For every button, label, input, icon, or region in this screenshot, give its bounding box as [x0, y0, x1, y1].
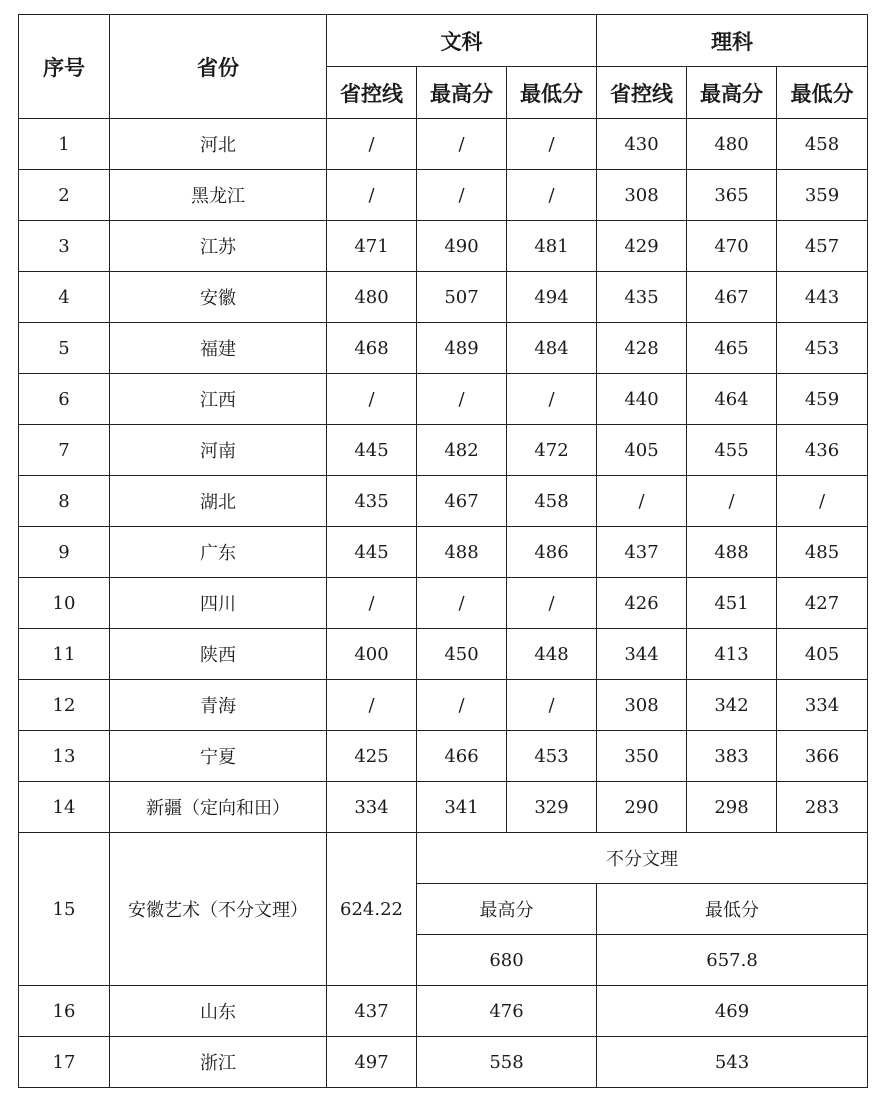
cell-control-line: 437	[327, 986, 417, 1037]
cell-science-min: 459	[777, 374, 868, 425]
admission-score-table	[18, 14, 868, 1088]
table-row	[19, 578, 868, 629]
header-arts: 文科	[327, 15, 597, 67]
table-row	[19, 425, 868, 476]
cell-science-min: 458	[777, 119, 868, 170]
cell-arts-min: /	[507, 680, 597, 731]
cell-arts-min: /	[507, 578, 597, 629]
cell-province: 江西	[110, 374, 327, 425]
cell-arts-max: 489	[417, 323, 507, 374]
cell-science-control-line: 435	[597, 272, 687, 323]
cell-seq: 5	[19, 323, 110, 374]
cell-seq: 13	[19, 731, 110, 782]
header-science-max: 最高分	[687, 67, 777, 119]
cell-science-control-line: 350	[597, 731, 687, 782]
cell-min: 657.8	[597, 935, 868, 986]
cell-science-max: 298	[687, 782, 777, 833]
cell-science-min: 283	[777, 782, 868, 833]
cell-max: 680	[417, 935, 597, 986]
table-row	[19, 170, 868, 221]
cell-min: 469	[597, 986, 868, 1037]
cell-science-max: 413	[687, 629, 777, 680]
table-row	[19, 782, 868, 833]
cell-science-control-line: 405	[597, 425, 687, 476]
cell-science-max: 464	[687, 374, 777, 425]
cell-arts-control-line: 435	[327, 476, 417, 527]
cell-arts-max: 450	[417, 629, 507, 680]
cell-control-line: 624.22	[327, 833, 417, 986]
cell-arts-max: 488	[417, 527, 507, 578]
cell-science-min: 366	[777, 731, 868, 782]
cell-arts-min: 481	[507, 221, 597, 272]
cell-seq: 3	[19, 221, 110, 272]
cell-arts-max: 482	[417, 425, 507, 476]
cell-max: 476	[417, 986, 597, 1037]
table-row	[19, 527, 868, 578]
cell-science-max: 365	[687, 170, 777, 221]
cell-arts-control-line: 400	[327, 629, 417, 680]
cell-science-max: 488	[687, 527, 777, 578]
cell-arts-max: 507	[417, 272, 507, 323]
cell-province: 浙江	[110, 1037, 327, 1088]
cell-province: 河北	[110, 119, 327, 170]
cell-max-label: 最高分	[417, 884, 597, 935]
table-row	[19, 1037, 868, 1088]
cell-seq: 11	[19, 629, 110, 680]
cell-science-max: 383	[687, 731, 777, 782]
cell-combined-label: 不分文理	[417, 833, 868, 884]
cell-arts-min: /	[507, 374, 597, 425]
cell-science-min: 427	[777, 578, 868, 629]
cell-science-min: 359	[777, 170, 868, 221]
cell-science-min: 443	[777, 272, 868, 323]
cell-seq: 15	[19, 833, 110, 986]
cell-province: 四川	[110, 578, 327, 629]
cell-arts-control-line: 425	[327, 731, 417, 782]
table-row	[19, 323, 868, 374]
cell-arts-max: 490	[417, 221, 507, 272]
cell-science-min: 457	[777, 221, 868, 272]
cell-science-max: 470	[687, 221, 777, 272]
cell-seq: 9	[19, 527, 110, 578]
header-science-control-line: 省控线	[597, 67, 687, 119]
cell-arts-control-line: /	[327, 119, 417, 170]
cell-science-control-line: 344	[597, 629, 687, 680]
cell-province: 河南	[110, 425, 327, 476]
cell-arts-min: 458	[507, 476, 597, 527]
cell-arts-max: /	[417, 374, 507, 425]
cell-arts-min: 448	[507, 629, 597, 680]
cell-province: 宁夏	[110, 731, 327, 782]
cell-seq: 2	[19, 170, 110, 221]
cell-arts-max: /	[417, 578, 507, 629]
cell-science-control-line: 290	[597, 782, 687, 833]
cell-arts-max: /	[417, 170, 507, 221]
cell-science-max: /	[687, 476, 777, 527]
cell-province: 黑龙江	[110, 170, 327, 221]
table-row	[19, 986, 868, 1037]
cell-seq: 12	[19, 680, 110, 731]
cell-arts-min: 453	[507, 731, 597, 782]
cell-seq: 14	[19, 782, 110, 833]
cell-province: 江苏	[110, 221, 327, 272]
cell-science-control-line: 429	[597, 221, 687, 272]
cell-control-line: 497	[327, 1037, 417, 1088]
cell-arts-control-line: 445	[327, 425, 417, 476]
cell-science-control-line: /	[597, 476, 687, 527]
cell-science-control-line: 426	[597, 578, 687, 629]
cell-science-min: 334	[777, 680, 868, 731]
header-arts-max: 最高分	[417, 67, 507, 119]
cell-science-control-line: 308	[597, 680, 687, 731]
cell-arts-min: 329	[507, 782, 597, 833]
cell-arts-control-line: /	[327, 374, 417, 425]
cell-province: 青海	[110, 680, 327, 731]
header-seq: 序号	[19, 15, 110, 119]
cell-arts-control-line: /	[327, 680, 417, 731]
cell-science-control-line: 440	[597, 374, 687, 425]
table-row-art	[19, 833, 868, 884]
cell-arts-max: /	[417, 680, 507, 731]
table-row	[19, 680, 868, 731]
cell-seq: 8	[19, 476, 110, 527]
cell-arts-max: /	[417, 119, 507, 170]
cell-science-max: 451	[687, 578, 777, 629]
cell-arts-min: /	[507, 119, 597, 170]
cell-province: 新疆（定向和田）	[110, 782, 327, 833]
cell-science-min: 405	[777, 629, 868, 680]
cell-arts-max: 466	[417, 731, 507, 782]
cell-province: 福建	[110, 323, 327, 374]
cell-seq: 1	[19, 119, 110, 170]
cell-arts-control-line: /	[327, 578, 417, 629]
cell-province: 广东	[110, 527, 327, 578]
cell-science-max: 467	[687, 272, 777, 323]
header-province: 省份	[110, 15, 327, 119]
cell-arts-control-line: 445	[327, 527, 417, 578]
table-row	[19, 221, 868, 272]
cell-science-control-line: 437	[597, 527, 687, 578]
header-science-min: 最低分	[777, 67, 868, 119]
cell-science-min: 453	[777, 323, 868, 374]
cell-science-max: 480	[687, 119, 777, 170]
cell-science-control-line: 430	[597, 119, 687, 170]
header-row-1	[19, 15, 868, 67]
cell-province: 陕西	[110, 629, 327, 680]
cell-seq: 16	[19, 986, 110, 1037]
table-row	[19, 629, 868, 680]
table-row	[19, 374, 868, 425]
cell-arts-min: /	[507, 170, 597, 221]
cell-province: 湖北	[110, 476, 327, 527]
cell-arts-max: 341	[417, 782, 507, 833]
cell-min: 543	[597, 1037, 868, 1088]
cell-arts-min: 486	[507, 527, 597, 578]
cell-arts-min: 484	[507, 323, 597, 374]
header-arts-min: 最低分	[507, 67, 597, 119]
table-row	[19, 119, 868, 170]
cell-arts-max: 467	[417, 476, 507, 527]
header-science: 理科	[597, 15, 868, 67]
header-arts-control-line: 省控线	[327, 67, 417, 119]
cell-arts-control-line: 480	[327, 272, 417, 323]
cell-province: 安徽艺术（不分文理）	[110, 833, 327, 986]
cell-seq: 7	[19, 425, 110, 476]
cell-science-max: 342	[687, 680, 777, 731]
cell-science-max: 465	[687, 323, 777, 374]
cell-seq: 6	[19, 374, 110, 425]
cell-max: 558	[417, 1037, 597, 1088]
cell-science-control-line: 428	[597, 323, 687, 374]
cell-arts-control-line: 468	[327, 323, 417, 374]
table-row	[19, 476, 868, 527]
cell-science-min: 436	[777, 425, 868, 476]
cell-arts-control-line: 471	[327, 221, 417, 272]
cell-arts-min: 494	[507, 272, 597, 323]
cell-arts-control-line: 334	[327, 782, 417, 833]
cell-seq: 4	[19, 272, 110, 323]
cell-arts-control-line: /	[327, 170, 417, 221]
cell-science-min: /	[777, 476, 868, 527]
cell-seq: 17	[19, 1037, 110, 1088]
cell-science-max: 455	[687, 425, 777, 476]
cell-province: 安徽	[110, 272, 327, 323]
cell-science-min: 485	[777, 527, 868, 578]
cell-min-label: 最低分	[597, 884, 868, 935]
table-row	[19, 731, 868, 782]
cell-arts-min: 472	[507, 425, 597, 476]
cell-province: 山东	[110, 986, 327, 1037]
cell-science-control-line: 308	[597, 170, 687, 221]
table-row	[19, 272, 868, 323]
cell-seq: 10	[19, 578, 110, 629]
